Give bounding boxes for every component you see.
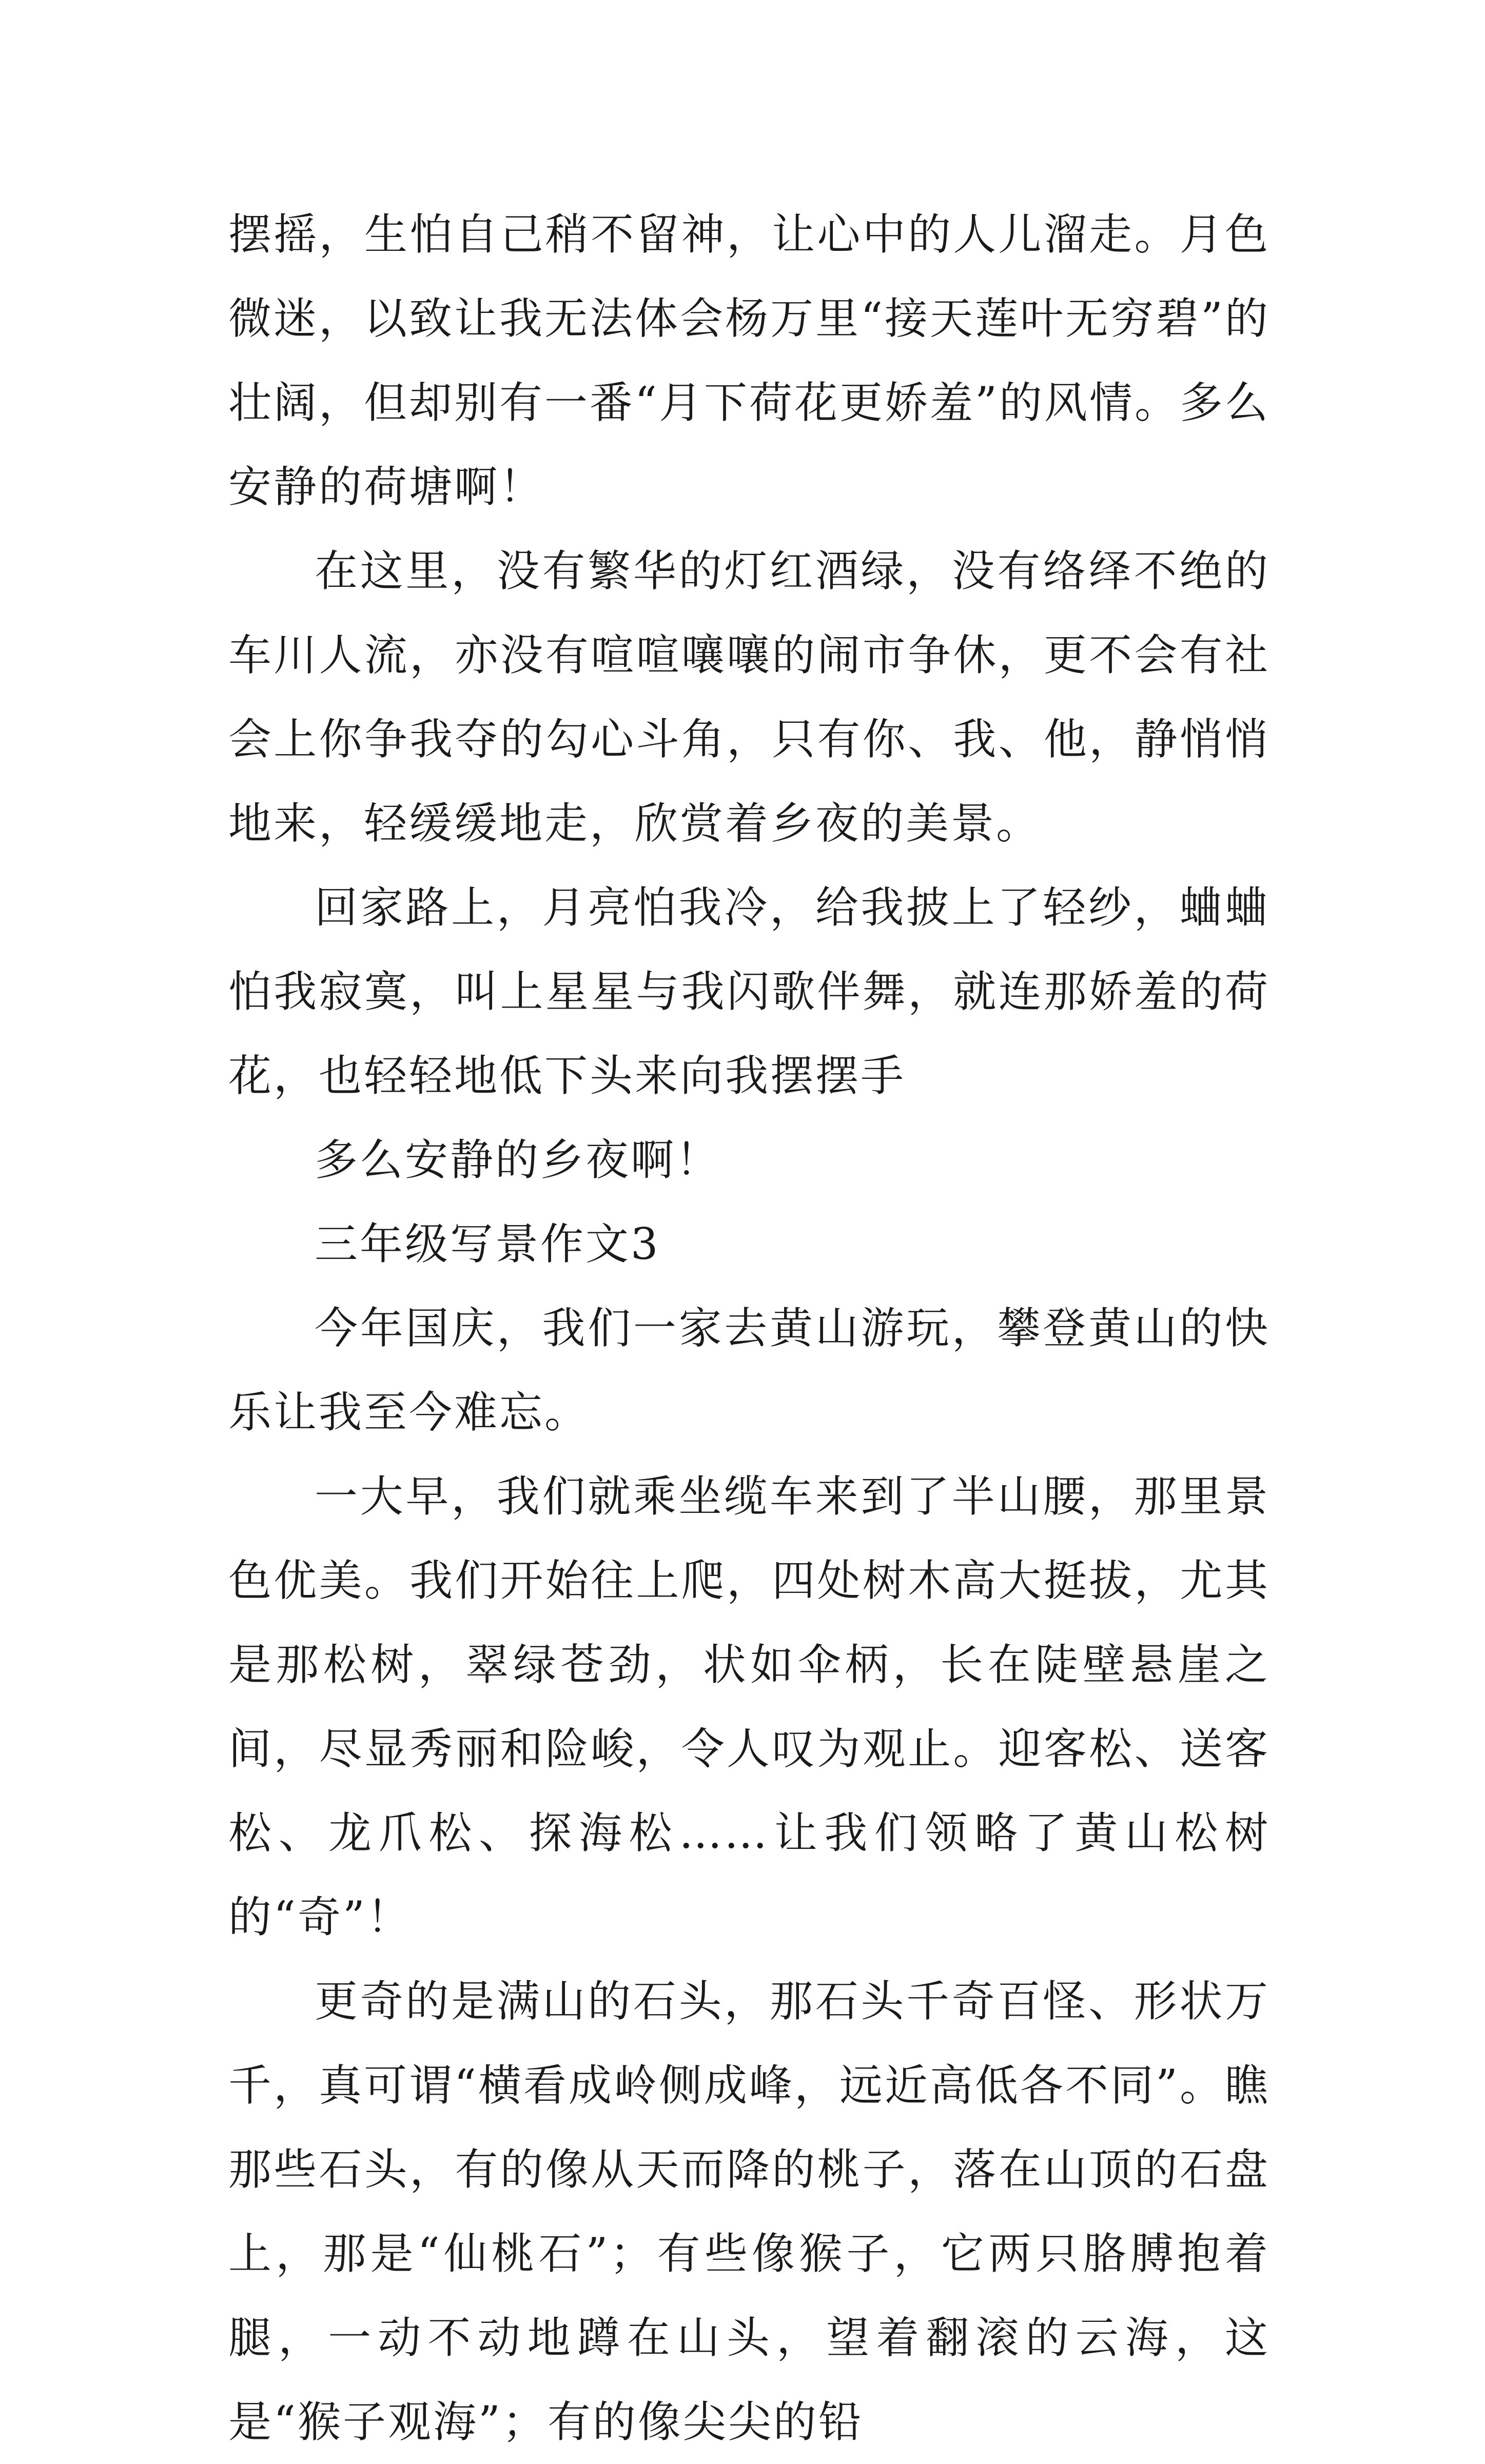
paragraph: 在这里，没有繁华的灯红酒绿，没有络绎不绝的车川人流，亦没有喧喧嚷嚷的闹市争休，更不会有社会上你争我夺的勾心斗角，只有你、我、他，静悄悄地来，轻缓缓地走，欣赏着乡夜的美景。 [228, 546, 1270, 849]
paragraph: 今年国庆，我们一家去黄山游玩，攀登黄山的快乐让我至今难忘。 [228, 1303, 1270, 1437]
paragraph: 回家路上，月亮怕我冷，给我披上了轻纱，蛐蛐怕我寂寞，叫上星星与我闪歌伴舞，就连那娇羞的荷花，也轻轻地低下头来向我摆摆手 [228, 882, 1270, 1101]
paragraph: 摆摇，生怕自己稍不留神，让心中的人儿溜走。月色微迷，以致让我无法体会杨万里“接天莲叶无穷碧”的壮阔，但却别有一番“月下荷花更娇羞”的风情。多么安静的荷塘啊！ [228, 209, 1270, 512]
document-body [228, 192, 1270, 2464]
section-heading: 三年级写景作文3 [315, 1219, 660, 1269]
paragraph: 一大早，我们就乘坐缆车来到了半山腰，那里景色优美。我们开始往上爬，四处树木高大挺拔，尤其是那松树，翠绿苍劲，状如伞柄，长在陡壁悬崖之间，尽显秀丽和险峻，令人叹为观止。迎客松、送客松、龙爪松、探海松……让我们领略了黄山松树的“奇”！ [228, 1471, 1270, 1942]
paragraph: 多么安静的乡夜啊！ [315, 1135, 721, 1185]
paragraph: 更奇的是满山的石头，那石头千奇百怪、形状万千，真可谓“横看成岭侧成峰，远近高低各不同”。瞧那些石头，有的像从天而降的桃子，落在山顶的石盘上，那是“仙桃石”；有些像猴子，它两只胳膊抱着腿，一动不动地蹲在山头，望着翻滚的云海，这是“猴子观海”；有的像尖尖的铅 [228, 1976, 1270, 2447]
